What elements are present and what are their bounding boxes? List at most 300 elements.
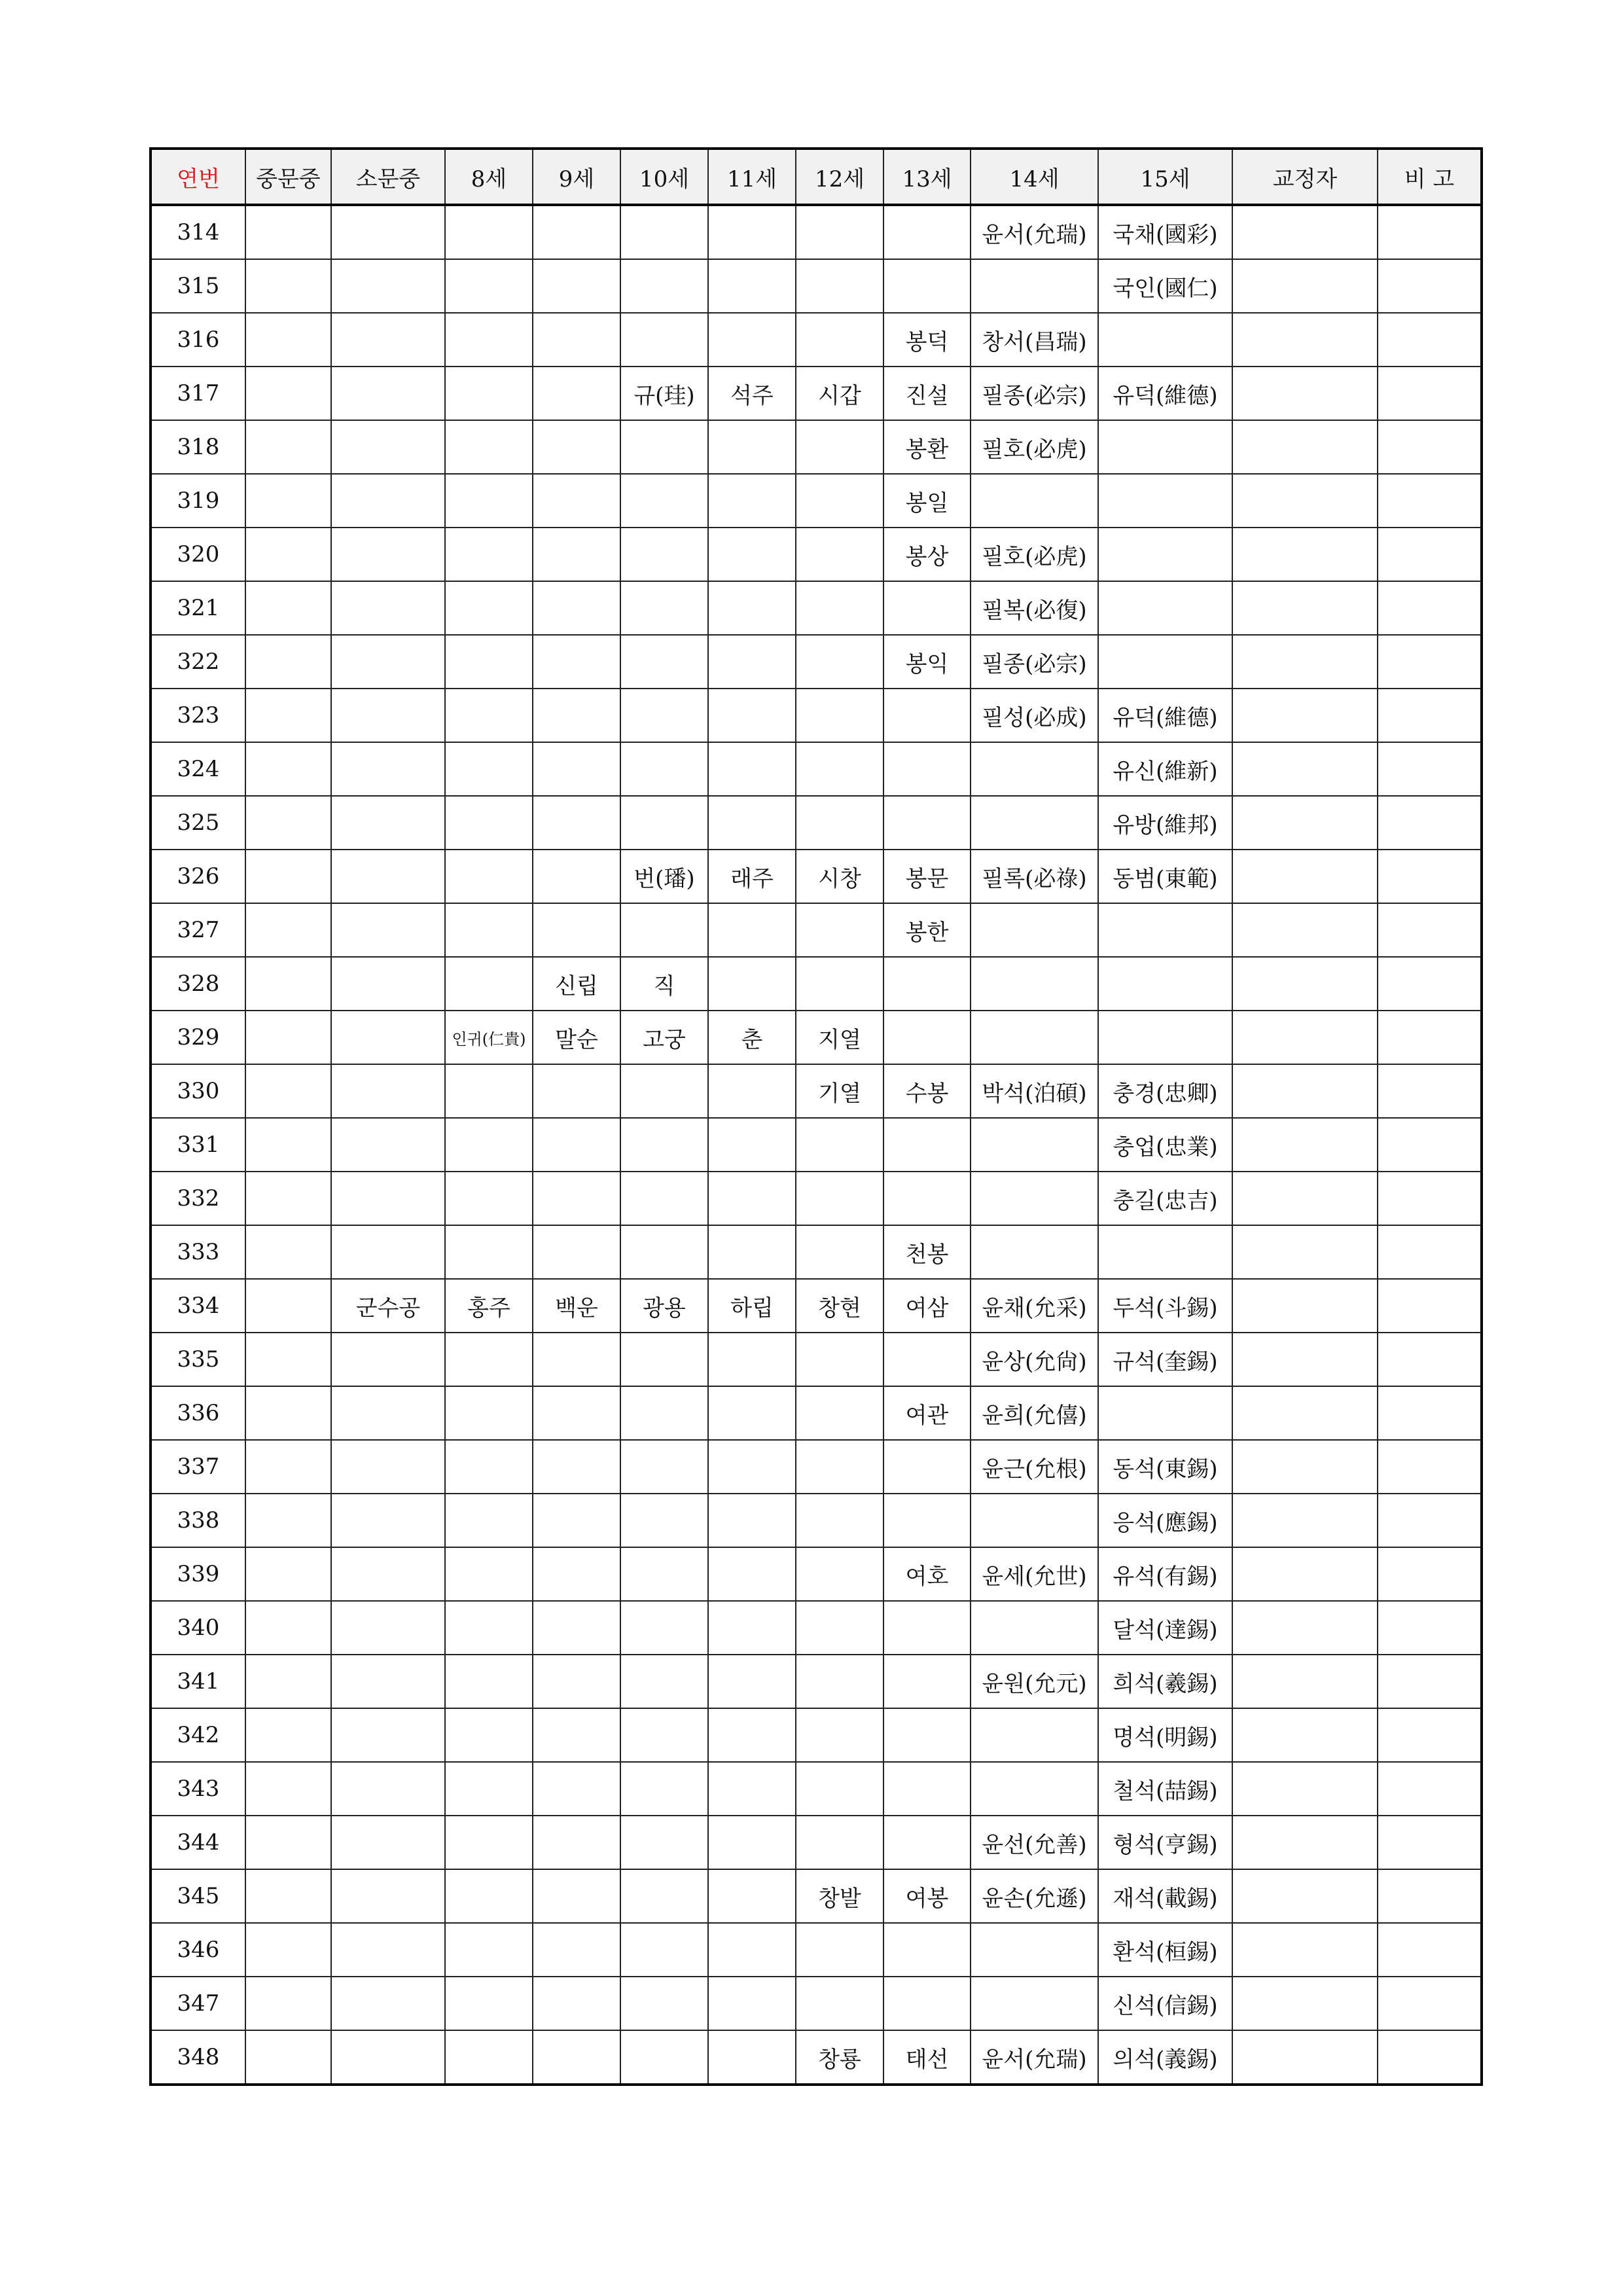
- cell-gen-10: [620, 1977, 708, 2030]
- cell-gen-12: [796, 1601, 883, 1655]
- cell-gen-12: [796, 1386, 883, 1440]
- cell-gen-12: [796, 1225, 883, 1279]
- cell-remarks: [1378, 1333, 1482, 1386]
- cell-gen-8: [445, 1440, 533, 1494]
- cell-gen-10: [620, 259, 708, 313]
- cell-gen-14: [971, 957, 1098, 1011]
- cell-serial-number: 316: [151, 313, 245, 367]
- cell-gen-11: [708, 689, 796, 742]
- cell-gen-12: [796, 1547, 883, 1601]
- cell-small-clan: [331, 1064, 445, 1118]
- cell-gen-9: [533, 850, 620, 903]
- cell-serial-number: 345: [151, 1869, 245, 1923]
- cell-gen-8: [445, 1923, 533, 1977]
- cell-serial-number: 328: [151, 957, 245, 1011]
- cell-gen-8: [445, 1225, 533, 1279]
- cell-gen-12: [796, 1816, 883, 1869]
- cell-gen-12: [796, 420, 883, 474]
- cell-gen-12: [796, 259, 883, 313]
- cell-serial-number: 338: [151, 1494, 245, 1547]
- cell-proofreader: [1232, 1816, 1378, 1869]
- header-gen-14: 14세: [971, 149, 1098, 205]
- cell-gen-8: [445, 581, 533, 635]
- header-row: [151, 149, 1482, 205]
- cell-gen-8: [445, 957, 533, 1011]
- cell-gen-13: [883, 1011, 971, 1064]
- cell-small-clan: [331, 796, 445, 850]
- cell-gen-10: [620, 1547, 708, 1601]
- cell-small-clan: [331, 1011, 445, 1064]
- cell-remarks: [1378, 313, 1482, 367]
- genealogy-table: [149, 147, 1483, 2086]
- cell-gen-10: 번(璠): [620, 850, 708, 903]
- cell-serial-number: 347: [151, 1977, 245, 2030]
- cell-serial-number: 344: [151, 1816, 245, 1869]
- cell-gen-14: [971, 1708, 1098, 1762]
- cell-gen-8: [445, 742, 533, 796]
- cell-small-clan: [331, 1601, 445, 1655]
- cell-small-clan: [331, 2030, 445, 2085]
- cell-gen-12: [796, 1708, 883, 1762]
- cell-gen-11: [708, 1601, 796, 1655]
- cell-middle-clan: [245, 1601, 331, 1655]
- table-row: [151, 1118, 1482, 1172]
- cell-gen-12: [796, 313, 883, 367]
- cell-gen-11: [708, 259, 796, 313]
- cell-middle-clan: [245, 903, 331, 957]
- cell-gen-10: [620, 1118, 708, 1172]
- cell-gen-12: [796, 1172, 883, 1225]
- cell-gen-15: [1098, 1386, 1232, 1440]
- cell-remarks: [1378, 1064, 1482, 1118]
- cell-gen-11: [708, 1708, 796, 1762]
- cell-middle-clan: [245, 1977, 331, 2030]
- cell-gen-15: [1098, 1225, 1232, 1279]
- cell-serial-number: 339: [151, 1547, 245, 1601]
- cell-gen-9: [533, 2030, 620, 2085]
- cell-gen-13: 봉일: [883, 474, 971, 528]
- cell-small-clan: [331, 259, 445, 313]
- cell-middle-clan: [245, 1225, 331, 1279]
- table-row: [151, 1762, 1482, 1816]
- cell-small-clan: [331, 528, 445, 581]
- header-gen-10: 10세: [620, 149, 708, 205]
- header-gen-11: 11세: [708, 149, 796, 205]
- cell-gen-10: [620, 1923, 708, 1977]
- cell-small-clan: [331, 1118, 445, 1172]
- cell-gen-10: [620, 420, 708, 474]
- cell-middle-clan: [245, 1172, 331, 1225]
- cell-proofreader: [1232, 689, 1378, 742]
- cell-remarks: [1378, 259, 1482, 313]
- cell-gen-14: 윤서(允瑞): [971, 205, 1098, 259]
- header-gen-13: 13세: [883, 149, 971, 205]
- cell-gen-14: [971, 1762, 1098, 1816]
- cell-remarks: [1378, 205, 1482, 259]
- cell-gen-9: [533, 1601, 620, 1655]
- cell-gen-11: [708, 205, 796, 259]
- cell-gen-11: [708, 903, 796, 957]
- cell-proofreader: [1232, 1064, 1378, 1118]
- cell-gen-13: 수봉: [883, 1064, 971, 1118]
- cell-middle-clan: [245, 1547, 331, 1601]
- cell-small-clan: [331, 1333, 445, 1386]
- cell-gen-12: 기열: [796, 1064, 883, 1118]
- cell-serial-number: 314: [151, 205, 245, 259]
- cell-gen-10: [620, 796, 708, 850]
- cell-gen-15: [1098, 581, 1232, 635]
- table-row: [151, 1386, 1482, 1440]
- cell-serial-number: 319: [151, 474, 245, 528]
- cell-gen-14: [971, 1977, 1098, 2030]
- cell-gen-13: 여삼: [883, 1279, 971, 1333]
- table-row: [151, 635, 1482, 689]
- cell-gen-9: [533, 259, 620, 313]
- cell-gen-9: [533, 903, 620, 957]
- cell-gen-9: [533, 1494, 620, 1547]
- cell-middle-clan: [245, 367, 331, 420]
- cell-remarks: [1378, 1011, 1482, 1064]
- cell-gen-8: [445, 1386, 533, 1440]
- cell-gen-13: 봉한: [883, 903, 971, 957]
- cell-gen-9: [533, 313, 620, 367]
- cell-gen-14: [971, 742, 1098, 796]
- cell-serial-number: 324: [151, 742, 245, 796]
- cell-middle-clan: [245, 1869, 331, 1923]
- cell-gen-15: 신석(信錫): [1098, 1977, 1232, 2030]
- cell-gen-14: 필호(必虎): [971, 528, 1098, 581]
- cell-gen-13: [883, 1816, 971, 1869]
- cell-gen-15: 응석(應錫): [1098, 1494, 1232, 1547]
- cell-proofreader: [1232, 313, 1378, 367]
- cell-proofreader: [1232, 1440, 1378, 1494]
- cell-gen-9: [533, 581, 620, 635]
- table-body: [151, 205, 1482, 2085]
- cell-gen-11: [708, 1547, 796, 1601]
- cell-serial-number: 340: [151, 1601, 245, 1655]
- cell-gen-12: 지열: [796, 1011, 883, 1064]
- cell-gen-11: [708, 2030, 796, 2085]
- cell-gen-8: [445, 1064, 533, 1118]
- cell-small-clan: [331, 957, 445, 1011]
- cell-gen-9: [533, 205, 620, 259]
- cell-remarks: [1378, 1977, 1482, 2030]
- cell-gen-12: 창룡: [796, 2030, 883, 2085]
- cell-small-clan: [331, 367, 445, 420]
- cell-remarks: [1378, 1869, 1482, 1923]
- cell-serial-number: 320: [151, 528, 245, 581]
- cell-gen-11: 석주: [708, 367, 796, 420]
- cell-gen-14: [971, 903, 1098, 957]
- header-serial-number: 연번: [151, 149, 245, 205]
- cell-gen-8: [445, 1816, 533, 1869]
- cell-proofreader: [1232, 1655, 1378, 1708]
- cell-middle-clan: [245, 1923, 331, 1977]
- cell-remarks: [1378, 1279, 1482, 1333]
- table-row: [151, 1816, 1482, 1869]
- cell-gen-12: [796, 742, 883, 796]
- cell-gen-11: [708, 1869, 796, 1923]
- cell-gen-13: [883, 1708, 971, 1762]
- cell-gen-9: [533, 528, 620, 581]
- cell-remarks: [1378, 1762, 1482, 1816]
- cell-gen-8: [445, 850, 533, 903]
- table-row: [151, 205, 1482, 259]
- cell-remarks: [1378, 1440, 1482, 1494]
- cell-gen-10: [620, 1225, 708, 1279]
- table-row: [151, 1494, 1482, 1547]
- cell-middle-clan: [245, 205, 331, 259]
- cell-gen-10: [620, 1064, 708, 1118]
- cell-gen-10: [620, 474, 708, 528]
- cell-gen-8: [445, 1172, 533, 1225]
- cell-gen-13: 태선: [883, 2030, 971, 2085]
- table-row: [151, 1172, 1482, 1225]
- table-row: [151, 420, 1482, 474]
- cell-remarks: [1378, 957, 1482, 1011]
- cell-middle-clan: [245, 1333, 331, 1386]
- table-row: [151, 259, 1482, 313]
- cell-proofreader: [1232, 1708, 1378, 1762]
- cell-gen-15: [1098, 420, 1232, 474]
- cell-gen-11: [708, 313, 796, 367]
- cell-serial-number: 323: [151, 689, 245, 742]
- cell-gen-11: 하립: [708, 1279, 796, 1333]
- table-row: [151, 474, 1482, 528]
- cell-proofreader: [1232, 1225, 1378, 1279]
- cell-remarks: [1378, 367, 1482, 420]
- cell-gen-14: [971, 1172, 1098, 1225]
- cell-gen-15: 충경(忠卿): [1098, 1064, 1232, 1118]
- cell-gen-9: [533, 1547, 620, 1601]
- table-row: [151, 742, 1482, 796]
- cell-gen-13: [883, 1762, 971, 1816]
- cell-gen-11: [708, 957, 796, 1011]
- cell-small-clan: [331, 903, 445, 957]
- cell-gen-14: 윤세(允世): [971, 1547, 1098, 1601]
- cell-gen-11: [708, 1655, 796, 1708]
- cell-gen-15: 유석(有錫): [1098, 1547, 1232, 1601]
- cell-gen-10: [620, 1172, 708, 1225]
- cell-gen-8: [445, 1977, 533, 2030]
- cell-gen-8: [445, 689, 533, 742]
- cell-gen-15: [1098, 903, 1232, 957]
- table-row: [151, 528, 1482, 581]
- cell-gen-14: 윤근(允根): [971, 1440, 1098, 1494]
- cell-gen-8: [445, 259, 533, 313]
- cell-remarks: [1378, 1172, 1482, 1225]
- cell-gen-9: [533, 1816, 620, 1869]
- cell-small-clan: 군수공: [331, 1279, 445, 1333]
- cell-gen-10: [620, 1816, 708, 1869]
- cell-gen-11: 춘: [708, 1011, 796, 1064]
- cell-gen-9: [533, 796, 620, 850]
- cell-serial-number: 329: [151, 1011, 245, 1064]
- cell-gen-15: 유신(維新): [1098, 742, 1232, 796]
- table-row: [151, 850, 1482, 903]
- cell-gen-9: [533, 1923, 620, 1977]
- cell-gen-14: 윤선(允善): [971, 1816, 1098, 1869]
- cell-gen-10: [620, 528, 708, 581]
- cell-proofreader: [1232, 796, 1378, 850]
- cell-gen-11: [708, 1386, 796, 1440]
- cell-gen-10: [620, 1869, 708, 1923]
- table-row: [151, 1279, 1482, 1333]
- cell-proofreader: [1232, 1869, 1378, 1923]
- header-gen-8: 8세: [445, 149, 533, 205]
- cell-remarks: [1378, 796, 1482, 850]
- table-row: [151, 689, 1482, 742]
- cell-remarks: [1378, 1816, 1482, 1869]
- cell-small-clan: [331, 581, 445, 635]
- cell-serial-number: 317: [151, 367, 245, 420]
- cell-gen-10: [620, 1386, 708, 1440]
- cell-gen-11: [708, 1064, 796, 1118]
- cell-gen-13: 진설: [883, 367, 971, 420]
- cell-gen-14: 필종(必宗): [971, 367, 1098, 420]
- cell-middle-clan: [245, 1118, 331, 1172]
- cell-middle-clan: [245, 581, 331, 635]
- cell-middle-clan: [245, 1762, 331, 1816]
- cell-gen-8: [445, 1547, 533, 1601]
- cell-proofreader: [1232, 1923, 1378, 1977]
- cell-small-clan: [331, 1762, 445, 1816]
- cell-gen-8: [445, 1118, 533, 1172]
- cell-gen-14: 필성(必成): [971, 689, 1098, 742]
- cell-gen-12: [796, 474, 883, 528]
- table-header: [151, 149, 1482, 205]
- cell-remarks: [1378, 850, 1482, 903]
- table-row: [151, 1440, 1482, 1494]
- cell-small-clan: [331, 420, 445, 474]
- cell-gen-8: [445, 1762, 533, 1816]
- cell-gen-15: [1098, 528, 1232, 581]
- cell-gen-13: 봉익: [883, 635, 971, 689]
- cell-gen-10: [620, 1601, 708, 1655]
- cell-gen-9: [533, 1762, 620, 1816]
- cell-remarks: [1378, 689, 1482, 742]
- cell-middle-clan: [245, 957, 331, 1011]
- table-row: [151, 1923, 1482, 1977]
- cell-gen-12: [796, 1494, 883, 1547]
- cell-gen-15: 유덕(維德): [1098, 689, 1232, 742]
- cell-gen-10: [620, 205, 708, 259]
- cell-proofreader: [1232, 259, 1378, 313]
- cell-gen-9: [533, 1064, 620, 1118]
- cell-small-clan: [331, 850, 445, 903]
- cell-gen-11: [708, 420, 796, 474]
- cell-proofreader: [1232, 1172, 1378, 1225]
- cell-gen-9: [533, 1977, 620, 2030]
- cell-gen-9: [533, 1225, 620, 1279]
- cell-small-clan: [331, 1494, 445, 1547]
- cell-serial-number: 327: [151, 903, 245, 957]
- cell-gen-11: [708, 1762, 796, 1816]
- cell-gen-14: 윤상(允尙): [971, 1333, 1098, 1386]
- cell-serial-number: 342: [151, 1708, 245, 1762]
- cell-gen-14: [971, 1011, 1098, 1064]
- cell-gen-12: [796, 528, 883, 581]
- cell-serial-number: 332: [151, 1172, 245, 1225]
- cell-gen-11: [708, 581, 796, 635]
- cell-proofreader: [1232, 474, 1378, 528]
- cell-gen-14: 필복(必復): [971, 581, 1098, 635]
- cell-gen-9: [533, 1708, 620, 1762]
- cell-gen-11: [708, 1118, 796, 1172]
- header-remarks: 비 고: [1378, 149, 1482, 205]
- cell-middle-clan: [245, 635, 331, 689]
- cell-middle-clan: [245, 420, 331, 474]
- cell-gen-8: [445, 313, 533, 367]
- cell-remarks: [1378, 1601, 1482, 1655]
- cell-small-clan: [331, 742, 445, 796]
- cell-gen-8: [445, 528, 533, 581]
- cell-gen-13: 여관: [883, 1386, 971, 1440]
- cell-serial-number: 318: [151, 420, 245, 474]
- cell-gen-15: 유방(維邦): [1098, 796, 1232, 850]
- cell-gen-9: [533, 420, 620, 474]
- cell-gen-10: [620, 635, 708, 689]
- cell-remarks: [1378, 1118, 1482, 1172]
- cell-proofreader: [1232, 1547, 1378, 1601]
- cell-serial-number: 341: [151, 1655, 245, 1708]
- cell-gen-15: 국인(國仁): [1098, 259, 1232, 313]
- table-row: [151, 1869, 1482, 1923]
- cell-proofreader: [1232, 850, 1378, 903]
- cell-remarks: [1378, 1708, 1482, 1762]
- cell-gen-14: [971, 1923, 1098, 1977]
- cell-small-clan: [331, 1547, 445, 1601]
- cell-gen-8: [445, 205, 533, 259]
- cell-gen-15: [1098, 635, 1232, 689]
- cell-proofreader: [1232, 528, 1378, 581]
- cell-middle-clan: [245, 2030, 331, 2085]
- cell-gen-11: 래주: [708, 850, 796, 903]
- table-row: [151, 1225, 1482, 1279]
- cell-gen-10: 직: [620, 957, 708, 1011]
- cell-gen-14: 필종(必宗): [971, 635, 1098, 689]
- cell-proofreader: [1232, 1333, 1378, 1386]
- cell-gen-8: [445, 1869, 533, 1923]
- cell-remarks: [1378, 1386, 1482, 1440]
- cell-remarks: [1378, 1655, 1482, 1708]
- cell-remarks: [1378, 1494, 1482, 1547]
- cell-remarks: [1378, 903, 1482, 957]
- cell-gen-10: [620, 1440, 708, 1494]
- cell-middle-clan: [245, 689, 331, 742]
- cell-gen-13: [883, 259, 971, 313]
- cell-serial-number: 343: [151, 1762, 245, 1816]
- cell-gen-10: 광용: [620, 1279, 708, 1333]
- cell-middle-clan: [245, 1816, 331, 1869]
- cell-gen-8: [445, 420, 533, 474]
- table-row: [151, 1064, 1482, 1118]
- cell-gen-11: [708, 1923, 796, 1977]
- cell-gen-13: [883, 1172, 971, 1225]
- cell-small-clan: [331, 689, 445, 742]
- cell-gen-9: 신립: [533, 957, 620, 1011]
- cell-gen-13: [883, 1601, 971, 1655]
- cell-gen-12: 시창: [796, 850, 883, 903]
- table-row: [151, 1011, 1482, 1064]
- header-gen-9: 9세: [533, 149, 620, 205]
- table-row: [151, 796, 1482, 850]
- cell-gen-12: [796, 635, 883, 689]
- cell-gen-13: [883, 689, 971, 742]
- cell-gen-13: 봉상: [883, 528, 971, 581]
- cell-gen-10: [620, 1708, 708, 1762]
- cell-gen-8: 홍주: [445, 1279, 533, 1333]
